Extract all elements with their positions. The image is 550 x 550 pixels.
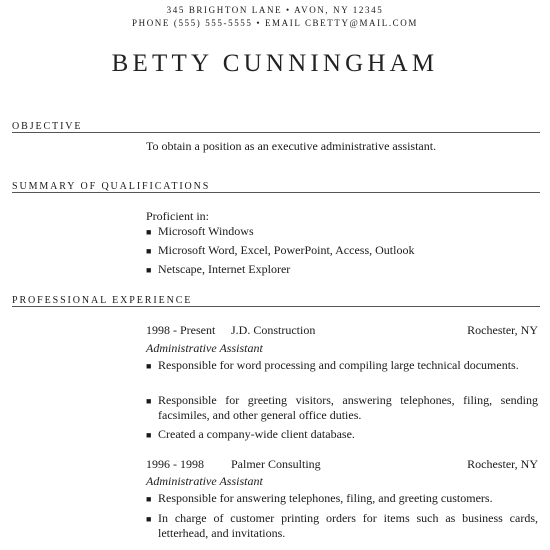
bullet-icon: ■ (146, 430, 152, 440)
job-company: J.D. Construction (231, 323, 316, 337)
bullet-icon: ■ (146, 246, 152, 256)
job-title: Administrative Assistant (146, 474, 263, 488)
summary-item: Microsoft Word, Excel, PowerPoint, Access, Outlook (158, 243, 415, 257)
job-duty: Created a company-wide client database. (158, 427, 355, 441)
bullet-icon: ■ (146, 514, 152, 524)
contact-address: 345 BRIGHTON LANE • AVON, NY 12345 (166, 5, 384, 15)
summary-heading: SUMMARY OF QUALIFICATIONS (12, 181, 211, 192)
job-location: Rochester, NY (467, 457, 538, 471)
objective-rule (12, 132, 540, 133)
job-company: Palmer Consulting (231, 457, 321, 471)
bullet-icon: ■ (146, 494, 152, 504)
summary-rule (12, 192, 540, 193)
job-duty: In charge of customer printing orders for items such as business cards, letterhead, and invitations. (158, 511, 538, 540)
applicant-name: BETTY CUNNINGHAM (111, 50, 439, 77)
job-title: Administrative Assistant (146, 341, 263, 355)
bullet-icon: ■ (146, 227, 152, 237)
bullet-icon: ■ (146, 361, 152, 371)
experience-rule (12, 306, 540, 307)
objective-text: To obtain a position as an executive administrative assistant. (146, 139, 437, 153)
bullet-icon: ■ (146, 396, 152, 406)
experience-heading: PROFESSIONAL EXPERIENCE (12, 295, 193, 306)
job-duty: Responsible for word processing and compiling large technical documents. (158, 358, 519, 372)
contact-phone-email: PHONE (555) 555-5555 • EMAIL CBETTY@MAIL.COM (132, 18, 418, 28)
job-location: Rochester, NY (467, 323, 538, 337)
objective-heading: OBJECTIVE (12, 121, 83, 132)
job-duty: Responsible for greeting visitors, answering telephones, filing, sending facsimiles, and other general office duties. (158, 393, 538, 422)
job-duty: Responsible for answering telephones, filing, and greeting customers. (158, 491, 493, 505)
summary-item: Netscape, Internet Explorer (158, 262, 291, 276)
bullet-icon: ■ (146, 265, 152, 275)
summary-item: Microsoft Windows (158, 224, 254, 238)
job-dates: 1996 - 1998 (146, 457, 204, 471)
job-dates: 1998 - Present (146, 323, 216, 337)
summary-intro: Proficient in: (146, 209, 209, 223)
